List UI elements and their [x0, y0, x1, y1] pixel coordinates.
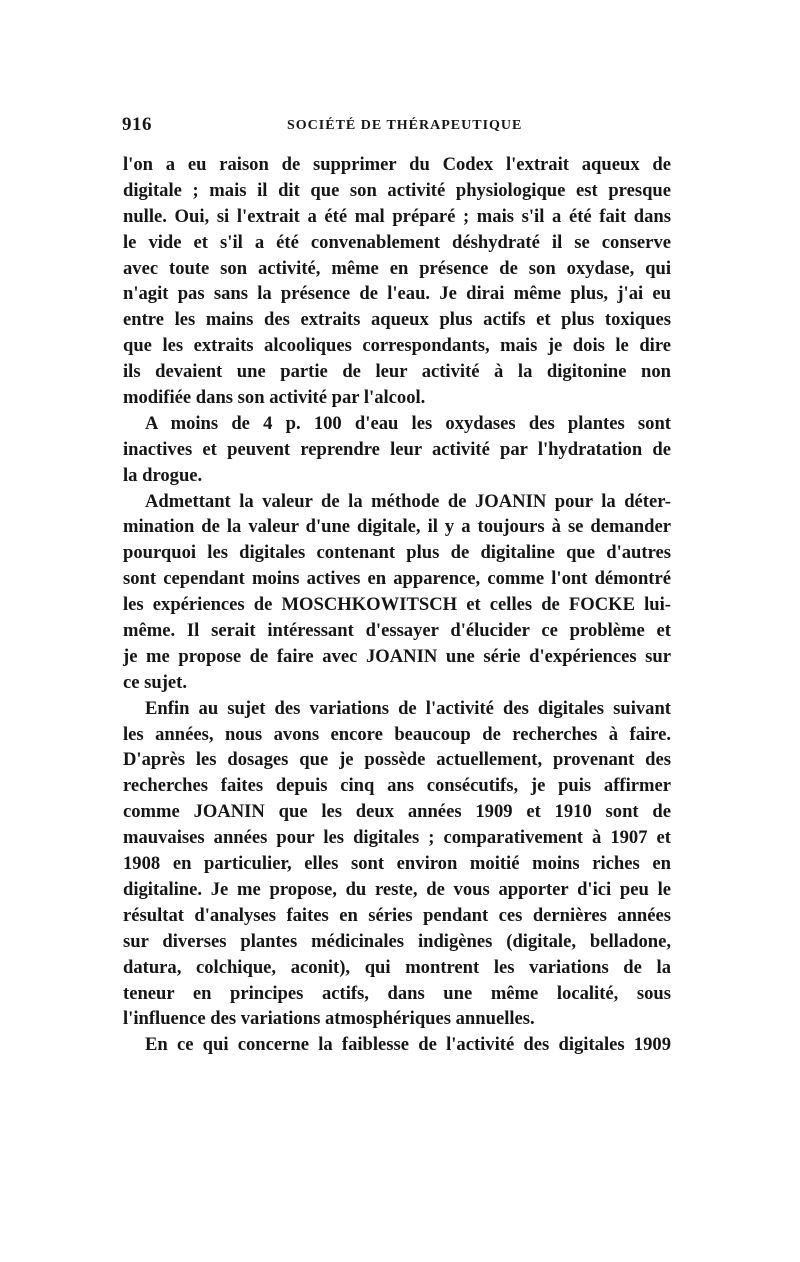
text-line: digitale ; mais il dit que son activité physiologique est presque: [123, 179, 671, 201]
text-line: sont cependant moins actives en apparence, comme l'ont démontré: [123, 568, 671, 590]
text-line: recherches faites depuis cinq ans consécutifs, je puis affirmer: [123, 775, 671, 797]
text-line: modifiée dans son activité par l'alcool.: [123, 387, 426, 409]
text-line: entre les mains des extraits aqueux plus actifs et plus toxiques: [123, 309, 671, 331]
text-line: que les extraits alcooliques correspondants, mais je dois le dire: [123, 335, 671, 357]
text-line: teneur en principes actifs, dans une même localité, sous: [123, 982, 671, 1004]
text-line: le vide et s'il a été convenablement déshydraté il se conserve: [123, 231, 671, 253]
text-line: comme JOANIN que les deux années 1909 et 1910 sont de: [123, 801, 671, 823]
text-line: Admettant la valeur de la méthode de JOANIN pour la déter-: [145, 490, 671, 512]
text-line: mination de la valeur d'une digitale, il y a toujours à se demander: [123, 516, 671, 538]
text-line: D'après les dosages que je possède actuellement, provenant des: [123, 749, 671, 771]
text-line: je me propose de faire avec JOANIN une série d'expériences sur: [123, 645, 671, 667]
text-line: ce sujet.: [123, 671, 188, 693]
running-title: SOCIÉTÉ DE THÉRAPEUTIQUE: [287, 118, 523, 133]
text-line: 1908 en particulier, elles sont environ moitié moins riches en: [123, 853, 671, 875]
text-line: digitaline. Je me propose, du reste, de vous apporter d'ici peu le: [123, 878, 671, 900]
body-text: [123, 152, 671, 1058]
text-line: n'agit pas sans la présence de l'eau. Je dirai même plus, j'ai eu: [123, 283, 671, 305]
text-line: résultat d'analyses faites en séries pendant ces dernières années: [123, 904, 671, 926]
text-line: les expériences de MOSCHKOWITSCH et celles de FOCKE lui-: [123, 594, 671, 616]
text-line: Enfin au sujet des variations de l'activité des digitales suivant: [145, 697, 671, 719]
text-line: l'on a eu raison de supprimer du Codex l'extrait aqueux de: [123, 154, 671, 175]
text-line: avec toute son activité, même en présence de son oxydase, qui: [123, 257, 671, 279]
text-line: même. Il serait intéressant d'essayer d'élucider ce problème et: [123, 620, 671, 642]
page-header: [122, 114, 672, 144]
text-line: les années, nous avons encore beaucoup de recherches à faire.: [123, 723, 671, 745]
text-line: En ce qui concerne la faiblesse de l'activité des digitales 1909: [145, 1034, 671, 1056]
text-line: A moins de 4 p. 100 d'eau les oxydases des plantes sont: [145, 412, 671, 434]
text-line: la drogue.: [123, 464, 203, 486]
text-line: ils devaient une partie de leur activité à la digitonine non: [123, 361, 671, 383]
text-line: mauvaises années pour les digitales ; comparativement à 1907 et: [123, 827, 671, 849]
text-line: l'influence des variations atmosphériques annuelles.: [123, 1008, 535, 1030]
page-number: 916: [122, 114, 152, 135]
text-line: datura, colchique, aconit), qui montrent les variations de la: [123, 956, 671, 978]
text-line: pourquoi les digitales contenant plus de digitaline que d'autres: [123, 542, 671, 564]
text-line: nulle. Oui, si l'extrait a été mal préparé ; mais s'il a été fait dans: [123, 205, 671, 227]
text-line: inactives et peuvent reprendre leur activité par l'hydratation de: [123, 438, 671, 460]
text-line: sur diverses plantes médicinales indigènes (digitale, belladone,: [123, 930, 671, 952]
